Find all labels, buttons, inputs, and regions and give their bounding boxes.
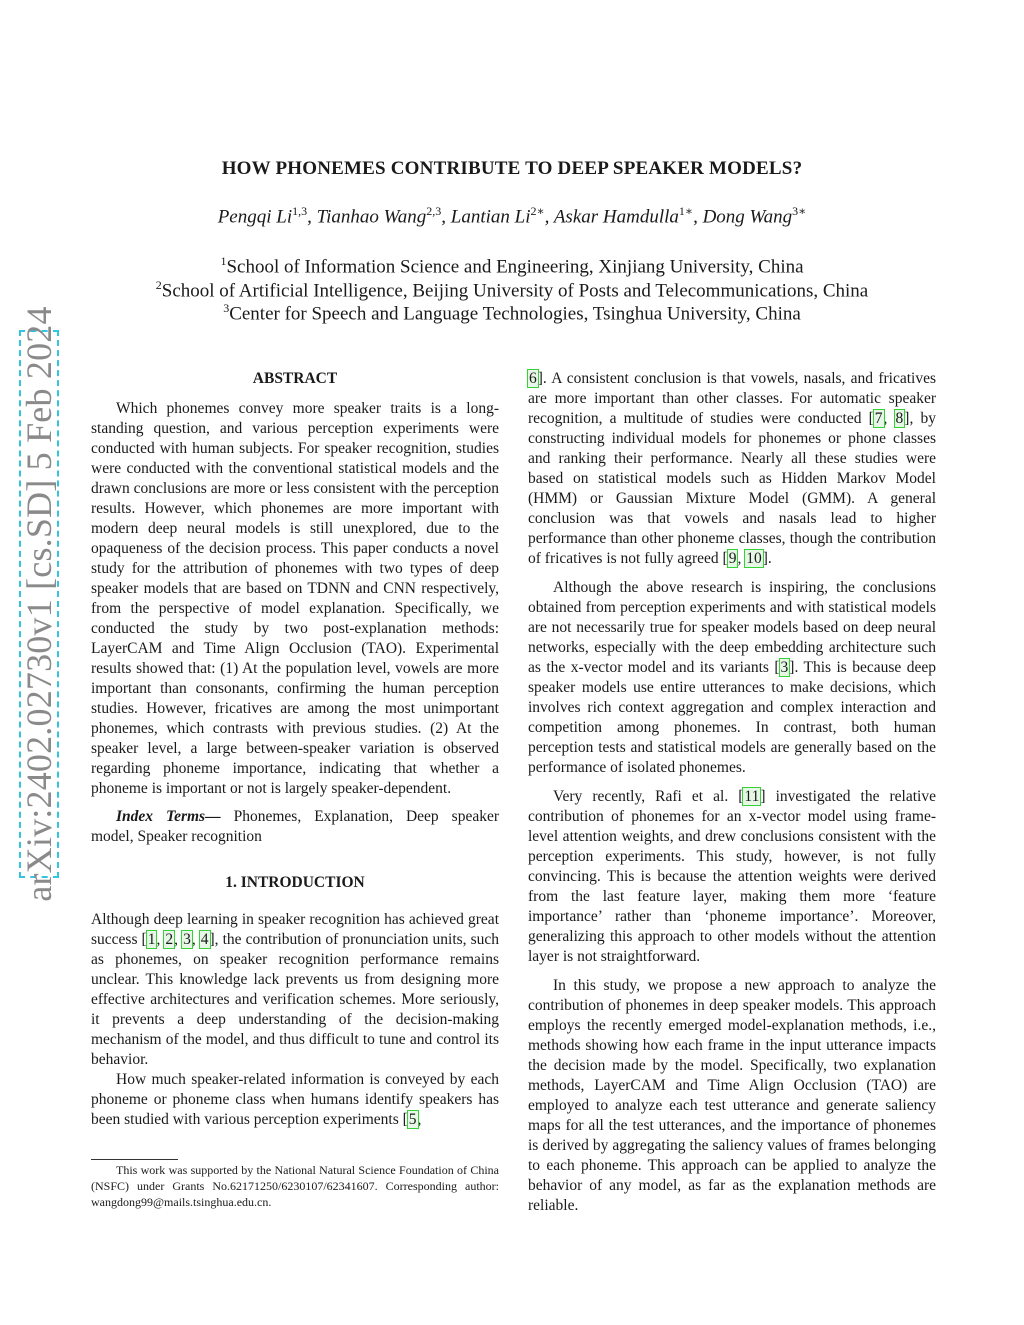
citation-link[interactable]: 3 (183, 931, 191, 948)
citation-sep: , (417, 1111, 422, 1128)
author-sup: 2,3 (426, 204, 442, 218)
arxiv-stamp (2, 306, 60, 902)
right-paragraph-3 (528, 787, 936, 967)
affiliation-text: School of Artificial Intelligence, Beijing University of Posts and Telecommunications, China (161, 280, 869, 302)
citation-link[interactable]: 10 (746, 550, 762, 567)
affiliation-sup: 1 (220, 254, 227, 268)
citation-sep: , (737, 550, 746, 567)
author-name: Pengqi Li (217, 206, 293, 228)
intro-p1-text-b: ], the contribution of pronunciation units, such as phonemes, on speaker recognition performance remains unclear. This knowledge lack prevents us from designing more effective architectures and verification schemes. More seriously, it prevents a deep understanding of the decision-making mechanism of the model, and thus difficult to tune and control its behavior. (91, 931, 500, 1068)
abstract-heading: ABSTRACT (252, 370, 338, 387)
right-p1-text-b: ], by constructing individual models for phonemes or phone classes and ranking their performance. Nearly all these studies were based on statistical models such as Hidden Markov Model (HMM) or Gaussian Mixture Model (GMM). A general conclusion was that vowels and nasals lead to higher performance than other phoneme classes, though the contribution of fricatives is not fully agreed [ (528, 410, 936, 567)
arxiv-stamp-text: arXiv:2402.02730v1 [cs.SD] 5 Feb 2024 (19, 306, 59, 902)
index-terms (91, 807, 499, 847)
author-sep: , (544, 206, 554, 228)
intro-heading: 1. INTRODUCTION (225, 874, 365, 891)
right-p3-text-a: Very recently, Rafi et al. [ (553, 788, 744, 805)
author-sep: , (307, 206, 317, 228)
citation-link[interactable]: 5 (408, 1111, 417, 1128)
author-name: Tianhao Wang (316, 206, 427, 228)
citation-link[interactable]: 6 (529, 370, 537, 387)
citation-link[interactable]: 7 (874, 410, 883, 427)
abstract-text: Which phonemes convey more speaker traits is a long-standing question, and various perception experiments were conducted with human subjects. For speaker recognition, studies were conducted with the conventional statistical models and the drawn conclusions are more or less consistent with the perception results. However, which phonemes are more important with modern deep neural models is still unexplored, due to the opaqueness of the decision process. This paper conducts a novel study for the attribution of phonemes with two types of deep speaker models that are based on TDNN and CNN respectively, from the perspective of model explanation. Specifically, we conducted the study by two post-explanation methods: LayerCAM and Time Align Occlusion (TAO). Experimental results showed that: (1) At the population level, vowels are more important than consonants, confirming the human perception studies. However, fricatives are among the most unimportant phonemes, which contrasts with previous studies. (2) At the speaker level, a large between-speaker variation is observed regarding phoneme importance, indicating that whether a phoneme is important or not is largely speaker-dependent. (91, 400, 499, 797)
author-sup: 2∗ (530, 204, 545, 218)
paper-title: HOW PHONEMES CONTRIBUTE TO DEEP SPEAKER MODELS? (221, 158, 803, 179)
right-p2-text-b: ]. This is because deep speaker models use entire utterances to make decisions, which involves rich context aggregation and complex interaction and competition among phonemes. In contrast, both human perception tests and statistical models are generally based on the performance of isolated phonemes. (528, 659, 937, 776)
footnote (91, 1162, 499, 1210)
affiliation-3 (0, 301, 1024, 325)
right-paragraph-1 (528, 369, 936, 569)
author-sep: , (441, 206, 451, 228)
intro-paragraph-1 (91, 910, 499, 1070)
author-sup: 3∗ (792, 204, 807, 218)
right-paragraph-2 (528, 578, 936, 778)
author-name: Askar Hamdulla (553, 206, 679, 228)
citation-link[interactable]: 11 (744, 788, 760, 805)
author-name: Lantian Li (450, 206, 531, 228)
footnote-rule (91, 1159, 178, 1160)
intro-p2-text-a: How much speaker-related information is conveyed by each phoneme or phoneme class when humans identify speakers has been studied with various perception experiments [ (91, 1071, 499, 1128)
affiliation-2 (0, 278, 1024, 302)
citation-sep: , (883, 410, 895, 427)
affiliation-sup: 3 (223, 301, 230, 315)
citation-link[interactable]: 8 (895, 410, 904, 427)
affiliation-sup: 2 (155, 278, 162, 292)
citation-link[interactable]: 9 (728, 550, 737, 567)
author-sep: , (693, 206, 703, 228)
footnote-text: This work was supported by the National Natural Science Foundation of China (NSFC) under Grants No.62171250/6230107/62341607. Corresponding author: wangdong99@mails.tsinghua.edu.cn. (91, 1163, 499, 1209)
intro-p1-text-a: Although deep learning in speaker recognition has achieved great success [ (91, 911, 499, 948)
intro-paragraph-2 (91, 1070, 499, 1130)
author-list (0, 204, 1024, 228)
affiliation-text: School of Information Science and Engineering, Xinjiang University, China (226, 256, 804, 278)
affiliation-text: Center for Speech and Language Technologies, Tsinghua University, China (229, 303, 801, 325)
right-p1-text-a: ]. A consistent conclusion is that vowels, nasals, and fricatives are more important than other classes. For automatic speaker recognition, a multitude of studies were conducted [ (528, 370, 936, 427)
right-column (528, 369, 936, 1216)
index-terms-label: Index Terms— (116, 808, 221, 825)
right-p3-text-b: ] investigated the relative contribution of phonemes for an x-vector model using frame-level attention weights, and drew conclusions consistent with the perception experiments. This study, however, is not fully convincing. This is because the attention weights were derived from the last feature layer, making them more ‘feature importance’ rather than ‘phoneme importance’. Moreover, generalizing this approach to other models without the attention layer is not straightforward. (528, 788, 936, 965)
citation-link[interactable]: 1 (147, 931, 156, 948)
citation-sep: , (174, 931, 183, 948)
index-terms-text: Phonemes, Explanation, Deep speaker model, Speaker recognition (91, 808, 500, 845)
right-p2-text-a: Although the above research is inspiring, the conclusions obtained from perception experiments and with statistical models are not necessarily true for speaker models based on deep neural networks, especially with the deep embedding architecture such as the x-vector model and its variants [ (528, 579, 936, 676)
right-paragraph-4: In this study, we propose a new approach to analyze the contribution of phonemes in deep speaker models. This approach employs the recently emerged model-explanation methods, i.e., methods showing how each frame in the input utterance impacts the decision made by the model. Specifically, two explanation methods, LayerCAM and Time Align Occlusion (TAO) are employed to analyze each test utterance and generate saliency maps for all the test utterances, and the importance of phonemes is derived by aggregating the saliency values of frames belonging to each phoneme. This approach can be applied to analyze the behavior of any model, as far as the explanation methods are reliable. (528, 977, 936, 1214)
right-p1-text-c: ]. (762, 550, 772, 567)
citation-link[interactable]: 4 (200, 931, 209, 948)
author-name: Dong Wang (702, 206, 793, 228)
left-column (91, 369, 499, 1130)
affiliation-1 (0, 254, 1024, 278)
citation-sep: , (156, 931, 165, 948)
author-sup: 1∗ (678, 204, 694, 218)
citation-sep: , (191, 931, 200, 948)
citation-link[interactable]: 2 (165, 931, 174, 948)
author-sup: 1,3 (292, 204, 308, 218)
citation-link[interactable]: 3 (780, 659, 789, 676)
